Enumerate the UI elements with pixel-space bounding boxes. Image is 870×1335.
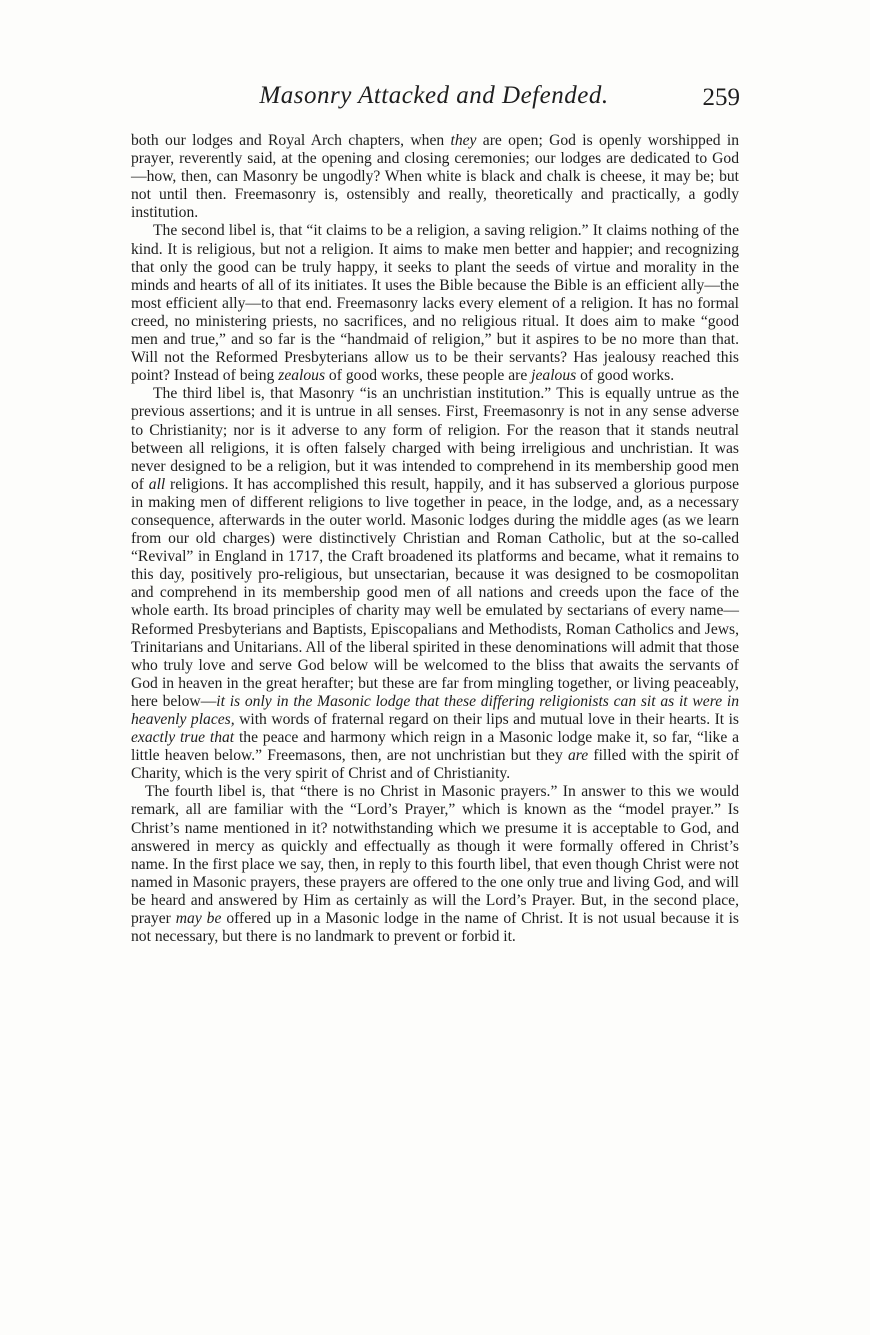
- text-run: of good works.: [576, 367, 675, 385]
- text-run: are open; God is openly worshipped in prayer, reverently said, at the opening and closing ceremonies; our lodges are dedicated to God—how, then, can Masonry be ungodly? When white is black and chalk is cheese, it may be; but not until then. Freemasonry is, ostensibly and really, theoretically and practically, a godly institution.: [131, 132, 739, 222]
- text-run: filled with the spirit of Charity, which is the very spirit of Christ and of Christianity.: [131, 747, 739, 783]
- paragraph-2: [131, 222, 739, 385]
- paragraph-1: [131, 132, 739, 222]
- text-run: both our lodges and Royal Arch chapters, when: [131, 132, 451, 149]
- text-run: The second libel is, that “it claims to be a religion, a saving religion.” It claims nothing of the kind. It is religious, but not a religion. It aims to make men better and happier; and recognizing that only the good can be truly happy, it seeks to plant the seeds of virtue and morality in the minds and hearts of all of its initiates. It uses the Bible because the Bible is an efficient ally—the most efficient ally—to that end. Freemasonry lacks every element of a religion. It has no formal creed, no ministering priests, no sacrifices, and no religious ritual. It does aim to make “good men and true,” and so far is the “handmaid of religion,” but it aspires to be no more than that. Will not the Reformed Presbyterians allow us to be their servants? Has jealousy reached this point? Instead of being: [131, 222, 739, 385]
- text-run: the peace and harmony which reign in a Masonic lodge make it, so far, “like a little heaven below.” Freemasons, then, are not unchristian but they: [131, 729, 740, 765]
- italic-run: all: [148, 475, 166, 493]
- italic-run: exactly true that: [131, 729, 235, 747]
- article-body: [131, 132, 739, 946]
- text-run: religions. It has accomplished this result, happily, and it has subserved a glorious purpose in making men of different religions to live together in peace, in the lodge, and, as a necessary consequence, afterwards in the outer world. Masonic lodges during the middle ages (as we learn from our old charges) were distinctively Christian and Roman Catholic, but at the so-called “Revival” in England in 1717, the Craft broadened its platforms and became, what it remains to this day, positively pro-religious, but unsectarian, because it was designed to be cosmopolitan and comprehend in its membership good men of all nations and creeds upon the face of the whole earth. Its broad principles of charity may well be emulated by sectarians of every name—Reformed Presbyterians and Baptists, Episcopalians and Methodists, Roman Catholics and Jews, Trinitarians and Unitarians. All of the liberal spirited in these denominations will admit that those who truly love and serve God below will be welcomed to the bliss that awaits the servants of God in heaven in the great herafter; but these are far from mingling together, or living peaceably, here below—: [131, 475, 739, 710]
- page-number: 259: [702, 84, 740, 111]
- italic-run: jealous: [531, 367, 577, 385]
- text-run: The fourth libel is, that “there is no Christ in Masonic prayers.” In answer to this we would remark, all are familiar with the “Lord’s Prayer,” which is known as the “model prayer.” Is Christ’s name mentioned in it? notwithstanding which we presume it is acceptable to God, and answered in mercy as quickly and effectually as though it were formally offered in Christ’s name. In the first place we say, then, in reply to this fourth libel, that even though Christ were not named in Masonic prayers, these prayers are offered to the one only true and living God, and will be heard and answered by Him as certainly as will the Lord’s Prayer. But, in the second place, prayer: [131, 783, 739, 928]
- italic-run: they: [450, 132, 477, 149]
- text-run: The third libel is, that Masonry “is an unchristian institution.” This is equally untrue as the previous assertions; and it is untrue in all senses. First, Freemasonry is not in any sense adverse to Christianity; nor is it adverse to any form of religion. For the reason that it stands neutral between all religions, it is often falsely charged with being irreligious and unchristian. It was never designed to be a religion, but it was intended to comprehend in its membership good men of: [131, 385, 739, 493]
- paragraph-3: [131, 385, 739, 783]
- text-run: with words of fraternal regard on their lips and mutual love in their hearts. It is: [234, 711, 740, 728]
- running-title: Masonry Attacked and Defended.: [259, 82, 609, 109]
- italic-run: it is only in the Masonic lodge that these differing religionists can sit as it were in heavenly places,: [131, 692, 739, 728]
- text-run: of good works, these people are: [325, 367, 532, 385]
- text-run: offered up in a Masonic lodge in the name of Christ. It is not usual because it is not necessary, but there is no landmark to prevent or forbid it.: [131, 910, 739, 946]
- paragraph-4: [131, 783, 739, 946]
- italic-run: may be: [175, 910, 222, 928]
- italic-run: are: [567, 747, 589, 765]
- italic-run: zealous: [278, 367, 326, 385]
- running-header: [130, 82, 738, 118]
